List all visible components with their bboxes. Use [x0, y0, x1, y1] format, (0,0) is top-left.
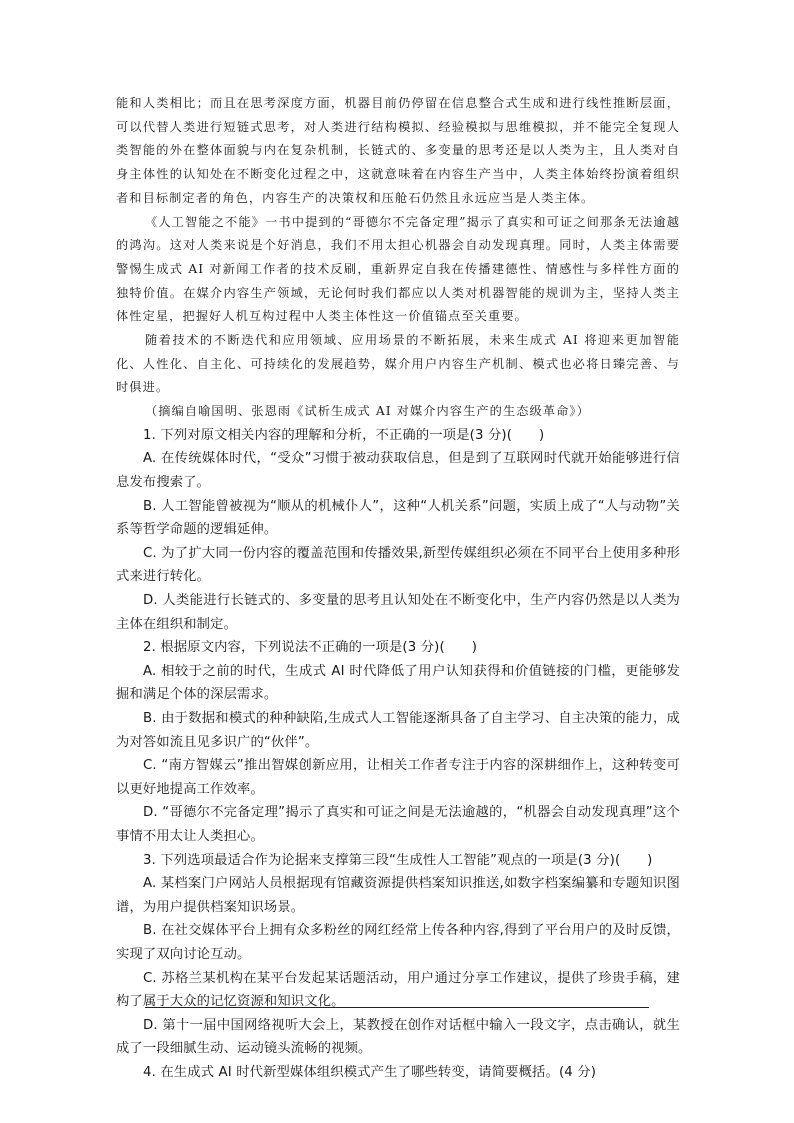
question-3 — [116, 849, 680, 1061]
question-stem: 3. 下列选项最适合作为论据来支撑第三段“生成性人工智能”观点的一项是(3 分)( ) — [143, 852, 653, 868]
article-source: （摘编自喻国明、张恩雨《试析生成式 AI 对媒介内容生产的生态级革命》） — [145, 404, 590, 419]
option-b: B. 人工智能曾被视为“顺从的机械仆人”，这种“人机关系”问题，实质上成了“人与动物”关系等哲学命题的逻辑延伸。 — [116, 498, 680, 538]
option-d: D. 第十一届中国网络视听大会上，某教授在创作对话框中输入一段文字，点击确认，就生成了一段细腻生动、运动镜头流畅的视频。 — [116, 1017, 680, 1057]
option-d: D. 人类能进行长链式的、多变量的思考且认知处在不断变化中，生产内容仍然是以人类为主体在组织和制定。 — [116, 593, 680, 632]
article-paragraph-3: 随着技术的不断迭代和应用领域、应用场景的不断拓展，未来生成式 AI 将迎来更加智能化、人性化、自主化、可持续化的发展趋势，媒介用户内容生产机制、模式也必将日臻完善、与时俱进。 — [116, 333, 680, 395]
article-paragraph-1: 能和人类相比；而且在思考深度方面，机器目前仍停留在信息整合式生成和进行线性推断层面，可以代替人类进行短链式思考，对人类进行结构模拟、经验模拟与思维模拟，并不能完全复现人类智能的外在整体面貌与内在复杂机制，长链式的、多变量的思考还是以人类为主，且人类对自身主体性的认知处在不断变化过程之中，这就意味着在内容生产当中，人类主体始终扮演着组织者和目标制定者的角色，内容生产的决策权和压舱石仍然且永远应当是人类主体。 — [116, 96, 680, 205]
option-c: C. “南方智媒云”推出智媒创新应用，让相关工作者专注于内容的深耕细作上，这种转变可以更好地提高工作效率。 — [116, 758, 680, 797]
question-stem: 4. 在生成式 AI 时代新型媒体组织模式产生了哪些转变，请简要概括。(4 分) — [143, 1064, 597, 1080]
document-page — [116, 92, 680, 1084]
question-1 — [116, 424, 680, 636]
option-a: A. 在传统媒体时代，“受众”习惯于被动获取信息，但是到了互联网时代就开始能够进行信息发布搜索了。 — [116, 451, 680, 491]
question-2 — [116, 636, 680, 848]
option-b: B. 由于数据和模式的种种缺陷,生成式人工智能逐渐具备了自主学习、自主决策的能力，成为对答如流且见多识广的“伙伴”。 — [116, 710, 680, 750]
option-a: A. 某档案门户网站人员根据现有馆藏资源提供档案知识推送,如数字档案编纂和专题知识图谱，为用户提供档案知识场景。 — [116, 876, 680, 915]
article-paragraph-2: 《人工智能之不能》一书中提到的“哥德尔不完备定理”揭示了真实和可证之间那条无法逾越的鸿沟。这对人类来说是个好消息，我们不用太担心机器会自动发现真理。同时，人类主体需要警惕生成式 AI 对新闻工作者的技术反刷，重新界定自我在传播建德性、情感性与多样性方面的独特价值。在媒介内容生产领域，无论何时我们都应以人类对机器智能的规训为主，坚持人类主体性定星，把握好人机互构过程中人类主体性这一价值锚点至关重要。 — [116, 214, 680, 324]
option-c: C. 苏格兰某机构在某平台发起某话题活动，用户通过分享工作建议，提供了珍贵手稿，建构了属于大众的记忆资源和知识文化。 — [116, 970, 680, 1010]
option-d: D. “哥德尔不完备定理”揭示了真实和可证之间是无法逾越的，“机器会自动发现真理”这个事情不用太让人类担心。 — [116, 805, 680, 844]
question-4 — [116, 1061, 680, 1085]
question-stem: 2. 根据原文内容，下列说法不正确的一项是(3 分)( ) — [143, 640, 478, 656]
option-c: C. 为了扩大同一份内容的覆盖范围和传播效果,新型传媒组织必须在不同平台上使用多种形式来进行转化。 — [116, 545, 680, 585]
option-a: A. 相较于之前的时代，生成式 AI 时代降低了用户认知获得和价值链接的门槛，更能够发掘和满足个体的深层需求。 — [116, 663, 680, 703]
answer-line[interactable] — [145, 1007, 649, 1008]
option-b: B. 在社交媒体平台上拥有众多粉丝的网红经常上传各种内容,得到了平台用户的及时反馈，实现了双向讨论互动。 — [116, 923, 680, 962]
question-stem: 1. 下列对原文相关内容的理解和分析，不正确的一项是(3 分)( ) — [143, 427, 545, 443]
